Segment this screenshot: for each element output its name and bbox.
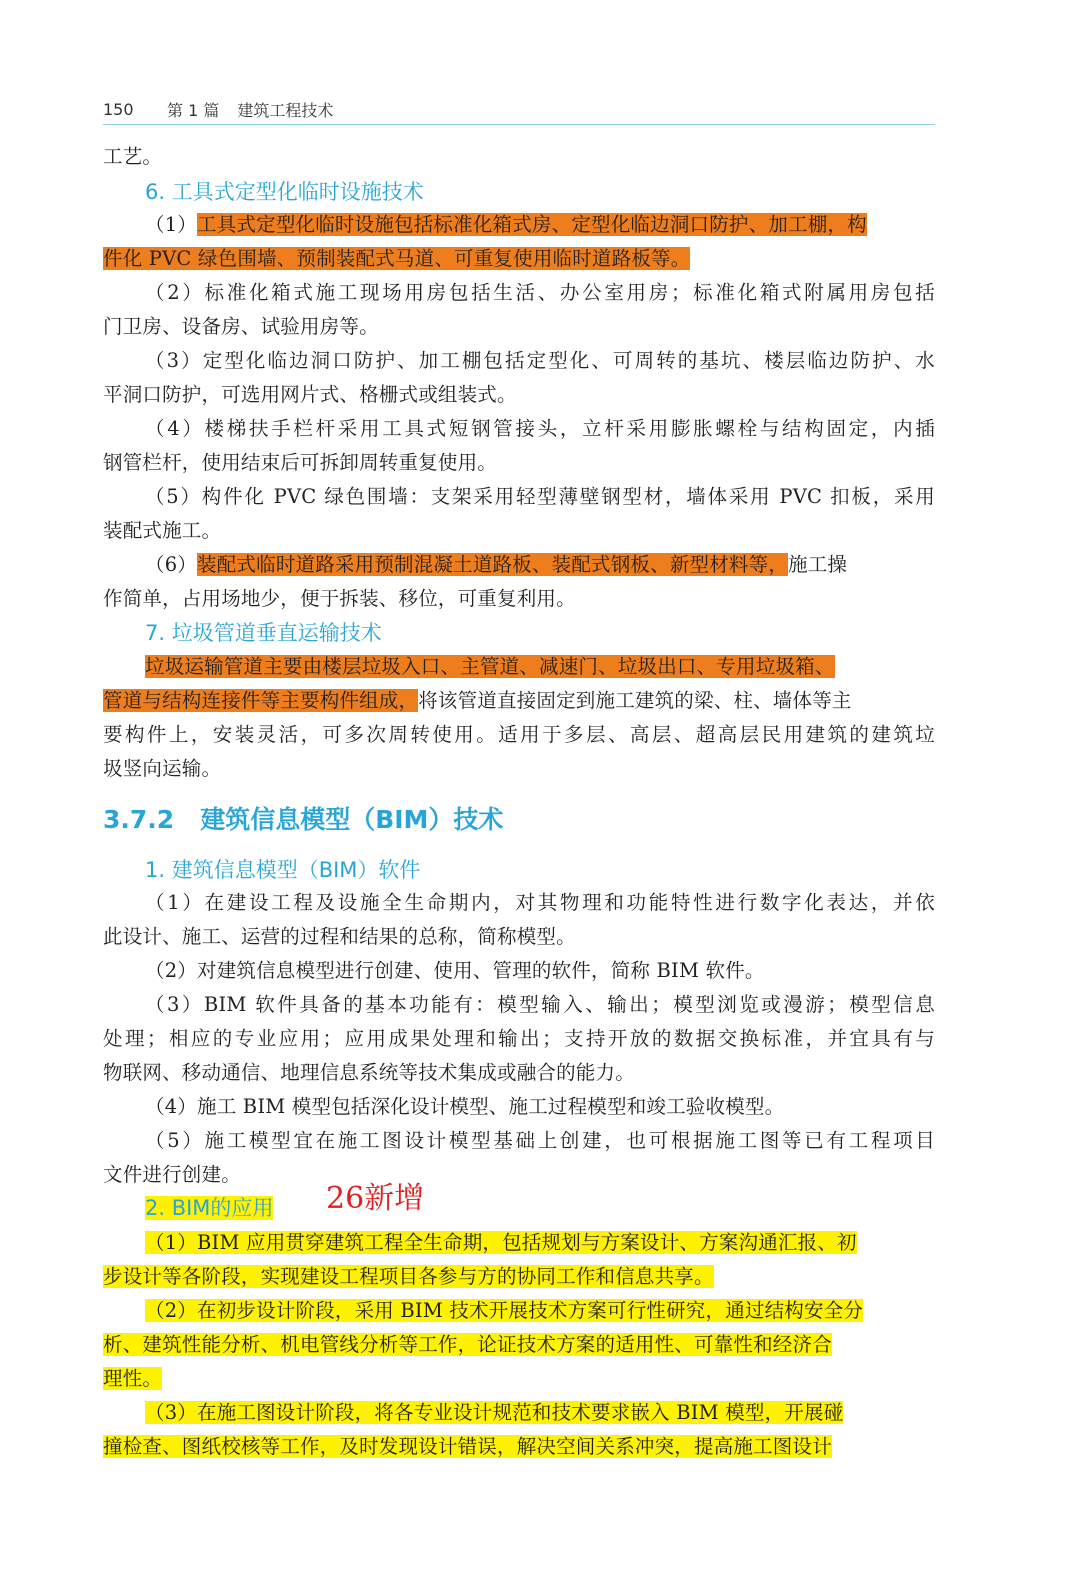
text-line: 工艺。 [103, 145, 163, 168]
section-number: 3.7.2 [103, 805, 175, 834]
highlight-yellow: 2. BIM的应用 [145, 1196, 274, 1220]
paragraph-line [145, 208, 935, 242]
highlight-yellow: 撞检查、图纸校核等工作，及时发现设计错误，解决空间关系冲突，提高施工图设计 [103, 1435, 832, 1458]
paragraph-line: 文件进行创建。 [103, 1163, 241, 1186]
running-header [103, 96, 935, 122]
highlight-yellow: 理性。 [103, 1367, 163, 1390]
paragraph-line: （2）标准化箱式施工现场用房包括生活、办公室用房；标准化箱式附属用房包括 [145, 281, 935, 304]
part-label: 第 1 篇 [167, 100, 220, 120]
heading-bim-software: 1. 建筑信息模型（BIM）软件 [145, 858, 421, 882]
paragraph-line [103, 242, 935, 276]
heading-bim-application [145, 1190, 273, 1226]
item-number: （6） [145, 553, 198, 576]
paragraph-line: 装配式施工。 [103, 519, 222, 542]
paragraph-line: 物联网、移动通信、地理信息系统等技术集成或融合的能力。 [103, 1061, 635, 1084]
highlight-yellow: （2）在初步设计阶段，采用 BIM 技术开展技术方案可行性研究，通过结构安全分 [145, 1299, 864, 1322]
paragraph-line: 作简单，占用场地少，便于拆装、移位，可重复利用。 [103, 587, 576, 610]
paragraph-line [145, 650, 935, 684]
paragraph-line: 钢管栏杆，使用结束后可拆卸周转重复使用。 [103, 451, 498, 474]
section-title: 建筑信息模型（BIM）技术 [200, 805, 504, 834]
highlight-orange: 工具式定型化临时设施包括标准化箱式房、定型化临边洞口防护、加工棚，构 [197, 213, 867, 236]
paragraph-line: 门卫房、设备房、试验用房等。 [103, 315, 379, 338]
header-rule [103, 124, 935, 125]
paragraph-line: （3）定型化临边洞口防护、加工棚包括定型化、可周转的基坑、楼层临边防护、水 [145, 349, 935, 372]
paragraph-line: 圾竖向运输。 [103, 757, 222, 780]
text-span: 施工操 [788, 553, 848, 576]
paragraph-line [103, 1362, 935, 1396]
highlight-orange: 垃圾运输管道主要由楼层垃圾入口、主管道、减速门、垃圾出口、专用垃圾箱、 [145, 655, 835, 678]
paragraph-line [103, 1328, 935, 1362]
paragraph-line: （4）楼梯扶手栏杆采用工具式短钢管接头，立杆采用膨胀螺栓与结构固定，内插 [145, 417, 935, 440]
highlight-yellow: 析、建筑性能分析、机电管线分析等工作，论证技术方案的适用性、可靠性和经济合 [103, 1333, 832, 1356]
paragraph-line [103, 684, 935, 718]
paragraph-line: （2）对建筑信息模型进行创建、使用、管理的软件，简称 BIM 软件。 [145, 959, 765, 982]
paragraph-line: 平洞口防护，可选用网片式、格栅式或组装式。 [103, 383, 517, 406]
highlight-yellow: 步设计等各阶段，实现建设工程项目各参与方的协同工作和信息共享。 [103, 1265, 714, 1288]
paragraph-line: 要构件上，安装灵活，可多次周转使用。适用于多层、高层、超高层民用建筑的建筑垃 [103, 723, 935, 746]
highlight-orange: 件化 PVC 绿色围墙、预制装配式马道、可重复使用临时道路板等。 [103, 247, 691, 270]
paragraph-line [145, 1226, 935, 1260]
heading-garbage-pipe: 7. 垃圾管道垂直运输技术 [145, 621, 382, 645]
paragraph-line: 处理；相应的专业应用；应用成果处理和输出；支持开放的数据交换标准，并宜具有与 [103, 1027, 935, 1050]
highlight-yellow: （3）在施工图设计阶段，将各专业设计规范和技术要求嵌入 BIM 模型，开展碰 [145, 1401, 844, 1424]
paragraph-line: （3）BIM 软件具备的基本功能有：模型输入、输出；模型浏览或漫游；模型信息 [145, 993, 935, 1016]
paragraph-line [145, 1294, 935, 1328]
text-span: 将该管道直接固定到施工建筑的梁、柱、墙体等主 [418, 689, 852, 712]
section-heading [103, 800, 503, 840]
paragraph-line: （1）在建设工程及设施全生命期内，对其物理和功能特性进行数字化表达，并依 [145, 891, 935, 914]
paragraph-line: （5）构件化 PVC 绿色围墙：支架采用轻型薄壁钢型材，墙体采用 PVC 扣板，采用 [145, 485, 935, 508]
highlight-orange: 装配式临时道路采用预制混凝土道路板、装配式钢板、新型材料等， [197, 553, 789, 576]
highlight-yellow: （1）BIM 应用贯穿建筑工程全生命期，包括规划与方案设计、方案沟通汇报、初 [145, 1231, 857, 1254]
page-number: 150 [103, 99, 134, 119]
heading-tool-facilities: 6. 工具式定型化临时设施技术 [145, 180, 424, 204]
item-number: （1） [145, 213, 198, 236]
paragraph-line [103, 1260, 935, 1294]
part-title: 建筑工程技术 [237, 100, 334, 120]
paragraph-line: 此设计、施工、运营的过程和结果的总称，简称模型。 [103, 925, 576, 948]
paragraph-line [103, 1430, 935, 1464]
highlight-orange: 管道与结构连接件等主要构件组成， [103, 689, 419, 712]
paragraph-line: （4）施工 BIM 模型包括深化设计模型、施工过程模型和竣工验收模型。 [145, 1095, 785, 1118]
handwritten-note: 26新增 [326, 1181, 425, 1216]
paragraph-line [145, 548, 935, 582]
paragraph-line [145, 1396, 935, 1430]
paragraph-line: （5）施工模型宜在施工图设计模型基础上创建，也可根据施工图等已有工程项目 [145, 1129, 935, 1152]
